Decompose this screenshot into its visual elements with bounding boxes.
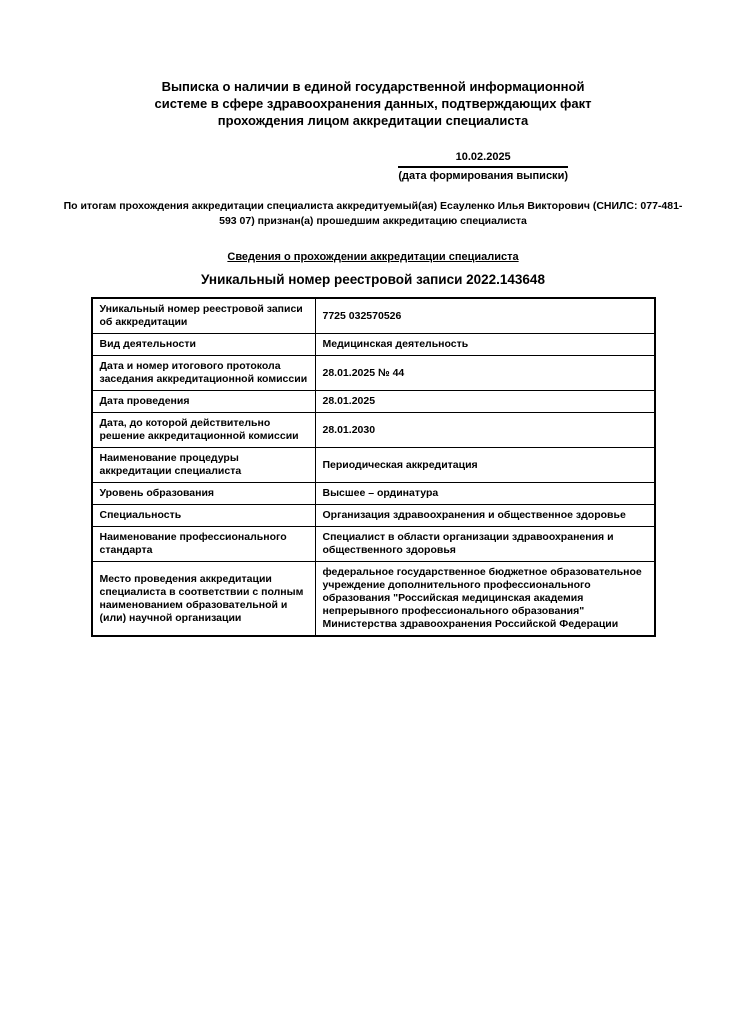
table-row [92,527,655,562]
document-title [0,78,746,129]
table-row [92,391,655,413]
field-value-cell: 7725 032570526 [315,298,655,334]
intro-paragraph [0,199,746,229]
document-title-line: Выписка о наличии в единой государственной информационной [161,79,585,94]
field-label-cell: Уровень образования [92,483,316,505]
field-label-cell: Наименование процедуры аккредитации специалиста [92,448,316,483]
field-label-cell: Дата проведения [92,391,316,413]
intro-line: 593 07) признан(а) прошедшим аккредитацию специалиста [219,215,527,227]
intro-line: По итогам прохождения аккредитации специалиста аккредитуемый(ая) Есауленко Илья Викторович (СНИЛС: 077-481- [63,200,683,212]
record-number-heading: Уникальный номер реестровой записи 2022.143648 [201,272,545,287]
field-value-cell: Специалист в области организации здравоохранения и общественного здоровья [315,527,655,562]
field-label-cell: Специальность [92,505,316,527]
document-title-line: системе в сфере здравоохранения данных, подтверждающих факт [154,96,592,111]
field-value-cell: Медицинская деятельность [315,334,655,356]
accreditation-table [91,297,656,637]
table-row [92,483,655,505]
document-title-line: прохождения лицом аккредитации специалиста [217,113,529,128]
table-row [92,505,655,527]
extract-date-block [398,151,568,183]
field-value-cell: Периодическая аккредитация [315,448,655,483]
field-value-cell: 28.01.2025 № 44 [315,356,655,391]
field-value-cell: Высшее – ординатура [315,483,655,505]
table-row [92,413,655,448]
table-row [92,562,655,637]
table-row [92,448,655,483]
section-heading: Сведения о прохождении аккредитации специалиста [227,251,519,263]
table-row [92,298,655,334]
field-value-cell: 28.01.2025 [315,391,655,413]
date-row [0,151,746,183]
field-value-cell: федеральное государственное бюджетное образовательное учреждение дополнительного профессионального образования "Российская медицинская академия непрерывного профессионального образования" Министерства здравоохранения Российской Федерации [315,562,655,637]
field-value-cell: Организация здравоохранения и общественное здоровье [315,505,655,527]
table-row [92,356,655,391]
extract-date-caption: (дата формирования выписки) [398,170,568,182]
field-label-cell: Дата и номер итогового протокола заседания аккредитационной комиссии [92,356,316,391]
field-value-cell: 28.01.2030 [315,413,655,448]
table-row [92,334,655,356]
extract-date: 10.02.2025 [398,151,568,168]
field-label-cell: Вид деятельности [92,334,316,356]
field-label-cell: Уникальный номер реестровой записи об аккредитации [92,298,316,334]
field-label-cell: Наименование профессионального стандарта [92,527,316,562]
field-label-cell: Место проведения аккредитации специалиста в соответствии с полным наименованием образовательной и (или) научной организации [92,562,316,637]
field-label-cell: Дата, до которой действительно решение аккредитационной комиссии [92,413,316,448]
